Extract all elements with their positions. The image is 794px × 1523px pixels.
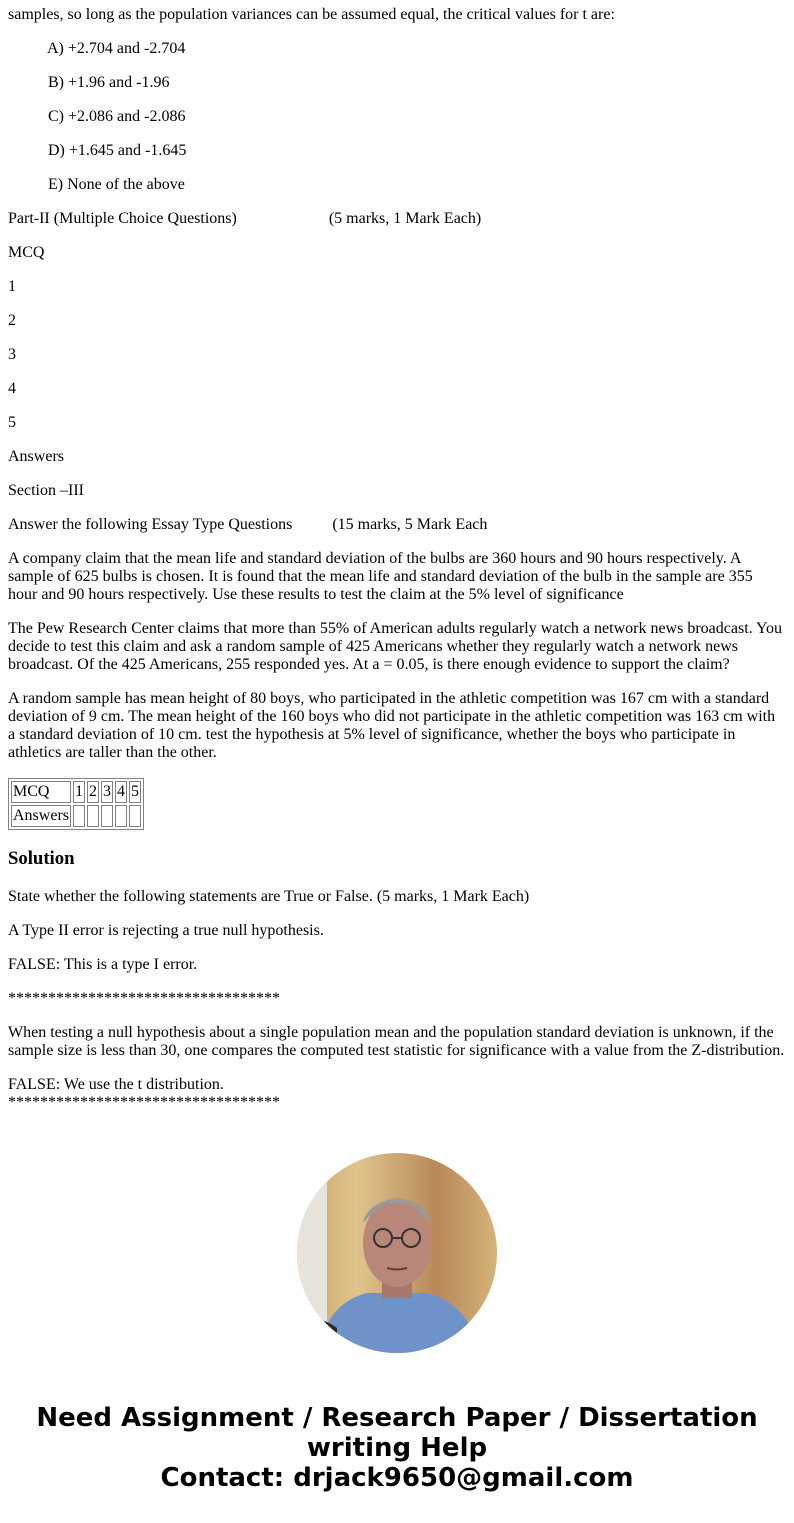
table-cell: 5 bbox=[129, 781, 141, 803]
mcq-number: 5 bbox=[8, 414, 16, 431]
option-a: A) +2.704 and -2.704 bbox=[47, 40, 186, 57]
footer-line-1: Need Assignment / Research Paper / Dissertation writing Help bbox=[36, 1403, 758, 1463]
answer-cell bbox=[129, 805, 141, 827]
table-row bbox=[11, 781, 141, 803]
essay-title: Answer the following Essay Type Questions bbox=[8, 516, 293, 533]
mcq-answer-table bbox=[8, 778, 144, 830]
solution-answer: FALSE: This is a type I error. bbox=[8, 956, 198, 973]
option-b: B) +1.96 and -1.96 bbox=[48, 74, 170, 91]
document bbox=[8, 0, 786, 1128]
essay-question: The Pew Research Center claims that more than 55% of American adults regularly watch a network news broadcast. You decide to test this claim and ask a random sample of 425 Americans whether they regularly watch a network news broadcast. Of the 425 Americans, 255 responded yes. At a = 0.05, is there enough evidence to support the claim? bbox=[8, 620, 782, 673]
essay-marks: (15 marks, 5 Mark Each bbox=[332, 516, 488, 533]
answer-cell bbox=[87, 805, 99, 827]
footer-contact: Contact: drjack9650@gmail.com bbox=[160, 1463, 634, 1493]
separator: ********************************** bbox=[8, 990, 280, 1007]
part2-heading bbox=[8, 210, 786, 228]
separator: ********************************** bbox=[8, 1094, 280, 1111]
option-d: D) +1.645 and -1.645 bbox=[48, 142, 187, 159]
table-cell: 3 bbox=[101, 781, 113, 803]
option-c: C) +2.086 and -2.086 bbox=[48, 108, 186, 125]
part2-marks: (5 marks, 1 Mark Each) bbox=[328, 210, 482, 227]
mcq-number: 4 bbox=[8, 380, 16, 397]
author-photo bbox=[297, 1153, 497, 1353]
essay-question: A random sample has mean height of 80 boys, who participated in the athletic competition was 167 cm with a standard deviation of 9 cm. The mean height of the 160 boys who did not participate in the athletic competition was 163 cm with a standard deviation of 10 cm. test the hypothesis at 5% level of significance, whether the boys who participate in athletics are taller than the other. bbox=[8, 690, 776, 761]
answers-label: Answers bbox=[8, 448, 64, 465]
answer-cell bbox=[73, 805, 85, 827]
section-3-heading: Section –III bbox=[8, 482, 84, 499]
solution-question: A Type II error is rejecting a true null hypothesis. bbox=[8, 922, 324, 939]
mcq-number: 3 bbox=[8, 346, 16, 363]
option-e: E) None of the above bbox=[48, 176, 185, 193]
question-text: samples, so long as the population variances can be assumed equal, the critical values for t are: bbox=[8, 6, 615, 23]
essay-heading bbox=[8, 516, 786, 534]
solution-question: When testing a null hypothesis about a single population mean and the population standard deviation is unknown, if the sample size is less than 30, one compares the computed test statistic for significance with a value from the Z-distribution. bbox=[8, 1024, 785, 1059]
mcq-number: 1 bbox=[8, 278, 16, 295]
solution-answer: FALSE: We use the t distribution. bbox=[8, 1076, 224, 1093]
solution-answer-block bbox=[8, 1076, 786, 1112]
person-portrait-icon bbox=[297, 1153, 497, 1353]
part2-title: Part-II (Multiple Choice Questions) bbox=[8, 210, 237, 227]
table-cell: MCQ bbox=[11, 781, 71, 803]
mcq-number: 2 bbox=[8, 312, 16, 329]
table-cell: Answers bbox=[11, 805, 71, 827]
table-cell: 1 bbox=[73, 781, 85, 803]
table-cell: 4 bbox=[115, 781, 127, 803]
table-cell: 2 bbox=[87, 781, 99, 803]
contact-footer bbox=[0, 1403, 794, 1493]
mcq-label: MCQ bbox=[8, 244, 45, 261]
answer-cell bbox=[115, 805, 127, 827]
essay-question: A company claim that the mean life and standard deviation of the bulbs are 360 hours and 90 hours respectively. A sample of 625 bulbs is chosen. It is found that the mean life and standard deviation of the bulb in the sample are 355 hour and 90 hours respectively. Use these results to test the claim at the 5% level of significance bbox=[8, 550, 753, 603]
table-row bbox=[11, 805, 141, 827]
solution-intro: State whether the following statements are True or False. (5 marks, 1 Mark Each) bbox=[8, 888, 530, 905]
solution-heading: Solution bbox=[8, 848, 75, 869]
answer-cell bbox=[101, 805, 113, 827]
